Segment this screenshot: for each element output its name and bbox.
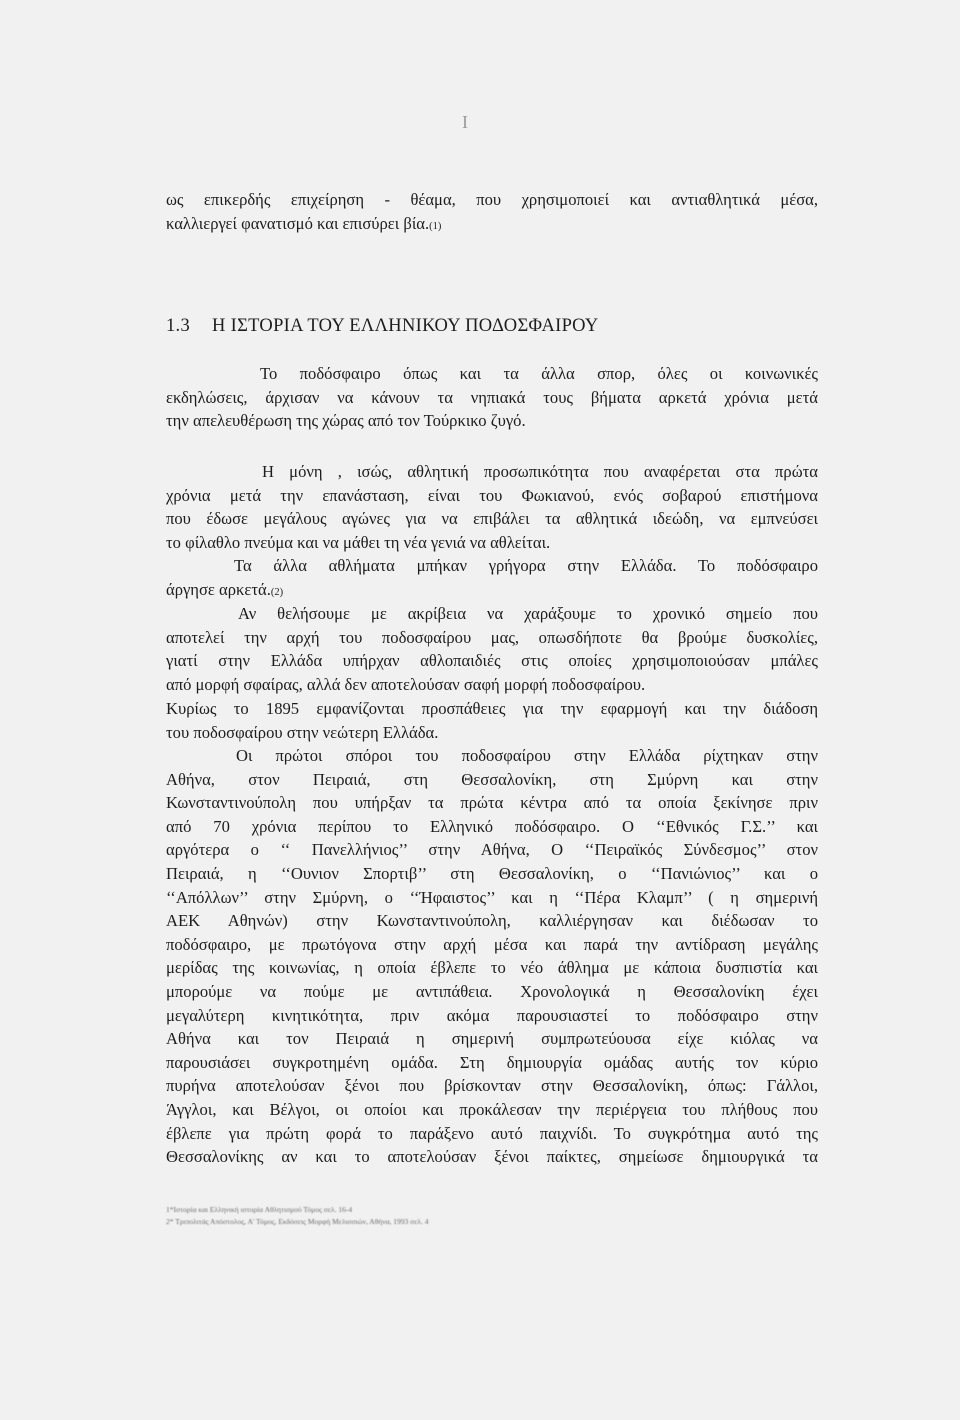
paragraph-line: γιατί στην Ελλάδα υπήρχαν αθλοπαιδιές στις οποίες χρησιμοποιούσαν μπάλες — [166, 651, 818, 671]
paragraph-line: πυρήνα αποτελούσαν ξένοι που βρίσκονταν στην Θεσσαλονίκη, όπως: Γάλλοι, — [166, 1076, 818, 1096]
footnote: 2* Τριπολιτάς Απόστολος, Α' Τόμος, Εκδόσεις Μορφή Μελισσιών, Αθήνα, 1993 σελ. 4 — [166, 1217, 429, 1226]
paragraph-line: αποτελεί την αρχή του ποδοσφαίρου μας, οπωσδήποτε θα βρούμε δυσκολίες, — [166, 627, 818, 647]
paragraph-line: το φίλαθλο πνεύμα και να μάθει τη νέα γενιά να αθλείται. — [166, 532, 551, 552]
paragraph-line: παρουσιάσει συγκροτημένη ομάδα. Στη δημιουργία ομάδας αυτής τον κύριο — [166, 1052, 818, 1072]
paragraph — [166, 602, 818, 696]
paragraph — [166, 362, 818, 433]
footnote: 1*Ιστορία και Ελληνική ιστορία Αθλητισμού Τόμος σελ. 16-4 — [166, 1205, 353, 1214]
paragraph-line: Η μόνη , ισώς, αθλητική προσωπικότητα που αναφέρεται στα πρώτα — [262, 462, 818, 481]
paragraph-line: χρόνια μετά την επανάσταση, είναι του Φωκιανού, ενός σοβαρού επιστήμονα — [166, 485, 818, 505]
paragraph-line: Άγγλοι, και Βέλγοι, οι οποίοι και προκάλεσαν την περιέργεια του πλήθους που — [166, 1099, 818, 1119]
paragraph-line: από μορφή σφαίρας, αλλά δεν αποτελούσαν σαφή μορφή ποδοσφαίρου. — [166, 674, 646, 694]
paragraph-line: μπορούμε να πούμε με αντιπάθεια. Χρονολογικά η Θεσσαλονίκη έχει — [166, 981, 818, 1001]
paragraph-line: Κωνσταντινούπολη που υπήρξαν τα πρώτα κέντρα από τα οποία ξεκίνησε πριν — [166, 793, 818, 813]
paragraph-line: Αθήνα, στον Πειραιά, στη Θεσσαλονίκη, στη Σμύρνη και στην — [166, 769, 818, 789]
footnotes — [166, 1204, 626, 1228]
intro-paragraph — [166, 188, 818, 238]
section-title: Η ΙΣΤΟΡΙΑ ΤΟΥ ΕΛΛΗΝΙΚΟΥ ΠΟΔΟΣΦΑΙΡΟΥ — [212, 316, 599, 336]
intro-line-text: καλλιεργεί φανατισμό και επισύρει βία. — [166, 213, 430, 233]
paragraph-line: ποδόσφαιρο, με πρωτόγονα στην αρχή μέσα και παρά την αντίδραση μεγάλης — [166, 934, 818, 954]
paragraph-line: ‘‘Απόλλων’’ στην Σμύρνη, ο ‘‘Ήφαιστος’’ και η ‘‘Πέρα Κλαμπ’’ ( η σημερινή — [166, 887, 818, 907]
paragraph-line — [166, 578, 818, 605]
paragraph-line: Αθήνα και τον Πειραιά η σημερινή συμπρωτεύουσα είχε κιόλας να — [166, 1029, 818, 1049]
paragraph-line: από 70 χρόνια περίπου το Ελληνικό ποδόσφαιρο. Ο ‘‘Εθνικός Γ.Σ.’’ και — [166, 816, 818, 836]
page-marker: I — [462, 112, 468, 132]
paragraph — [166, 744, 818, 1169]
section-heading — [166, 316, 599, 337]
paragraph-line: Τα άλλα αθλήματα μπήκαν γρήγορα στην Ελλάδα. Το ποδόσφαιρο — [234, 556, 818, 575]
paragraph-line: Θεσσαλονίκης αν και το αποτελούσαν ξένοι παίκτες, σημείωσε δημιουργικά τα — [166, 1147, 818, 1167]
paragraph-line: Πειραιά, η ‘‘Ουνιον Σπορτιβ’’ στη Θεσσαλονίκη, ο ‘‘Πανιώνιος’’ και ο — [166, 863, 818, 883]
paragraph-line: που έδωσε μεγάλους αγώνες για να επιβάλει τα αθλητικά ιδεώδη, να εμπνεύσει — [166, 509, 818, 529]
paragraph-line: μεγαλύτερη κινητικότητα, πριν ακόμα παρουσιαστεί το ποδόσφαιρο στην — [166, 1005, 818, 1025]
paragraph-line: έβλεπε για πρώτη φορά το παράξενο αυτό παιχνίδι. Το συγκρότημα αυτό της — [166, 1123, 818, 1143]
paragraph-line: μερίδας της κοινωνίας, η οποία έβλεπε το νέο άθλημα με κάποια δυσπιστία και — [166, 958, 818, 978]
intro-line — [166, 212, 818, 239]
paragraph-line-text: άργησε αρκετά. — [166, 579, 271, 599]
footnote-reference: (1) — [429, 220, 442, 232]
paragraph — [166, 460, 818, 554]
paragraph-line: Αν θελήσουμε με ακρίβεια να χαράξουμε το χρονικό σημείο που — [238, 604, 818, 623]
paragraph-line: ΑΕΚ Αθηνών) στην Κωνσταντινούπολη, καλλιέργησαν και διέδωσαν το — [166, 911, 818, 931]
paragraph-line: Το ποδόσφαιρο όπως και τα άλλα σπορ, όλες οι κοινωνικές — [260, 364, 818, 383]
section-number: 1.3 — [166, 316, 191, 336]
intro-line: ως επικερδής επιχείρηση - θέαμα, που χρησιμοποιεί και αντιαθλητικά μέσα, — [166, 190, 818, 209]
paragraph — [166, 554, 818, 604]
paragraph-line: Οι πρώτοι σπόροι του ποδοσφαίρου στην Ελλάδα ρίχτηκαν στην — [236, 746, 818, 765]
paragraph-line: εκδηλώσεις, άρχισαν να κάνουν τα νηπιακά τους βήματα αρκετά χρόνια μετά — [166, 387, 818, 407]
paragraph-line: την απελευθέρωση της χώρας από τον Τούρκικο ζυγό. — [166, 411, 526, 431]
paragraph-line: Κυρίως το 1895 εμφανίζονται προσπάθειες για την εφαρμογή και την διάδοση — [166, 699, 818, 718]
paragraph-line: του ποδοσφαίρου στην νεώτερη Ελλάδα. — [166, 722, 439, 742]
paragraph-line: αργότερα ο ‘‘ Πανελλήνιος’’ στην Αθήνα, Ο ‘‘Πειραϊκός Σύνδεσμος’’ στον — [166, 840, 818, 860]
footnote-reference: (2) — [270, 586, 284, 598]
paragraph — [166, 697, 818, 744]
